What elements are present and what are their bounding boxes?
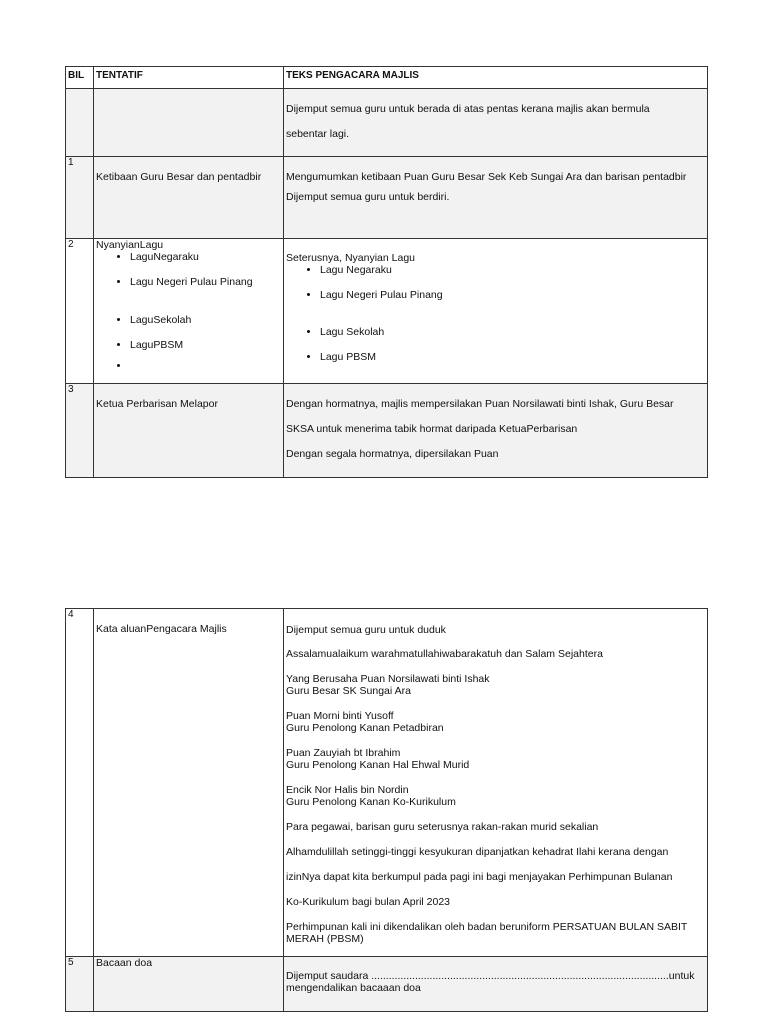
- teks-line: Dengan hormatnya, majlis mempersilakan Puan Norsilawati binti Ishak, Guru Besar: [286, 398, 674, 410]
- lagu-list: [286, 264, 705, 363]
- teks-line: Guru Besar SK Sungai Ara: [286, 685, 411, 697]
- bil-cell: 3: [66, 384, 94, 478]
- header-teks: TEKS PENGACARA MAJLIS: [284, 67, 708, 89]
- list-item: • LaguPBSM: [130, 339, 281, 351]
- teks-line: Assalamualaikum warahmatullahiwabarakatuh dan Salam Sejahtera: [286, 648, 603, 660]
- header-tentatif: TENTATIF: [94, 67, 284, 89]
- tentatif-text: Kata aluanPengacara Majlis: [96, 623, 227, 635]
- teks-line: Puan Zauyiah bt Ibrahim: [286, 747, 401, 759]
- table-row: [66, 609, 708, 957]
- teks-line: Para pegawai, barisan guru seterusnya rakan-rakan murid sekalian: [286, 821, 599, 833]
- teks-line: Dijemput semua guru untuk berdiri.: [286, 191, 450, 203]
- bil-cell: 5: [66, 957, 94, 1012]
- tentatif-title: NyanyianLagu: [96, 239, 164, 251]
- bil-cell: 4: [66, 609, 94, 957]
- table-row: [66, 157, 708, 239]
- table-row: [66, 957, 708, 1012]
- teks-line: izinNya dapat kita berkumpul pada pagi ini bagi menjayakan Perhimpunan Bulanan: [286, 871, 673, 883]
- teks-line: Perhimpunan kali ini dikendalikan oleh badan beruniform PERSATUAN BULAN SABIT MERAH (PBSM): [286, 921, 688, 945]
- list-item: • LaguNegaraku: [130, 251, 281, 263]
- bil-cell: 2: [66, 239, 94, 384]
- tentatif-cell: [94, 157, 284, 239]
- teks-line: Dijemput saudara ......................................................................................................untuk mengendalikan bacaaan doa: [286, 970, 695, 994]
- tentatif-cell: [94, 239, 284, 384]
- table-row: [66, 239, 708, 384]
- list-item: • LaguSekolah: [130, 314, 281, 326]
- teks-cell: [284, 239, 708, 384]
- teks-cell: [284, 89, 708, 157]
- teks-line: Ko-Kurikulum bagi bulan April 2023: [286, 896, 451, 908]
- teks-line: Guru Penolong Kanan Hal Ehwal Murid: [286, 759, 470, 771]
- tentatif-cell: [94, 89, 284, 157]
- teks-cell: [284, 384, 708, 478]
- header-row: [66, 67, 708, 89]
- header-bil: BIL: [66, 67, 94, 89]
- lagu-list: [96, 251, 281, 372]
- teks-line: Alhamdulillah setinggi-tinggi kesyukuran dipanjatkan kehadrat Ilahi kerana dengan: [286, 846, 669, 858]
- teks-line: Dengan segala hormatnya, dipersilakan Puan: [286, 448, 499, 460]
- bil-cell: 1: [66, 157, 94, 239]
- tentatif-table-2: [65, 608, 708, 1012]
- teks-cell: [284, 157, 708, 239]
- tentatif-text: Ketua Perbarisan Melapor: [96, 398, 218, 410]
- tentatif-table-1: [65, 66, 708, 478]
- teks-line: Guru Penolong Kanan Petadbiran: [286, 722, 444, 734]
- list-item: • Lagu Negeri Pulau Pinang: [320, 289, 705, 301]
- tentatif-cell: [94, 957, 284, 1012]
- teks-line: Dijemput semua guru untuk duduk: [286, 624, 446, 636]
- bil-cell: [66, 89, 94, 157]
- list-item: [130, 360, 281, 372]
- teks-cell: [284, 957, 708, 1012]
- list-item: • Lagu Sekolah: [320, 326, 705, 338]
- table-row: [66, 89, 708, 157]
- tentatif-cell: [94, 609, 284, 957]
- teks-line: SKSA untuk menerima tabik hormat daripada KetuaPerbarisan: [286, 423, 578, 435]
- list-item: • Lagu PBSM: [320, 351, 705, 363]
- table-row: [66, 384, 708, 478]
- teks-line: Puan Morni binti Yusoff: [286, 710, 394, 722]
- teks-line: Guru Penolong Kanan Ko-Kurikulum: [286, 796, 456, 808]
- teks-line: Encik Nor Halis bin Nordin: [286, 784, 409, 796]
- list-item: • Lagu Negeri Pulau Pinang: [130, 276, 281, 288]
- teks-cell: [284, 609, 708, 957]
- teks-line: Dijemput semua guru untuk berada di atas pentas kerana majlis akan bermula: [286, 103, 650, 115]
- tentatif-text: Bacaan doa: [96, 957, 153, 969]
- teks-line: sebentar lagi.: [286, 128, 350, 140]
- teks-line: Mengumumkan ketibaan Puan Guru Besar Sek Keb Sungai Ara dan barisan pentadbir: [286, 171, 687, 183]
- tentatif-text: Ketibaan Guru Besar dan pentadbir: [96, 171, 262, 183]
- tentatif-cell: [94, 384, 284, 478]
- teks-line: Yang Berusaha Puan Norsilawati binti Ishak: [286, 673, 490, 685]
- teks-title: Seterusnya, Nyanyian Lagu: [286, 252, 415, 264]
- list-item: • Lagu Negaraku: [320, 264, 705, 276]
